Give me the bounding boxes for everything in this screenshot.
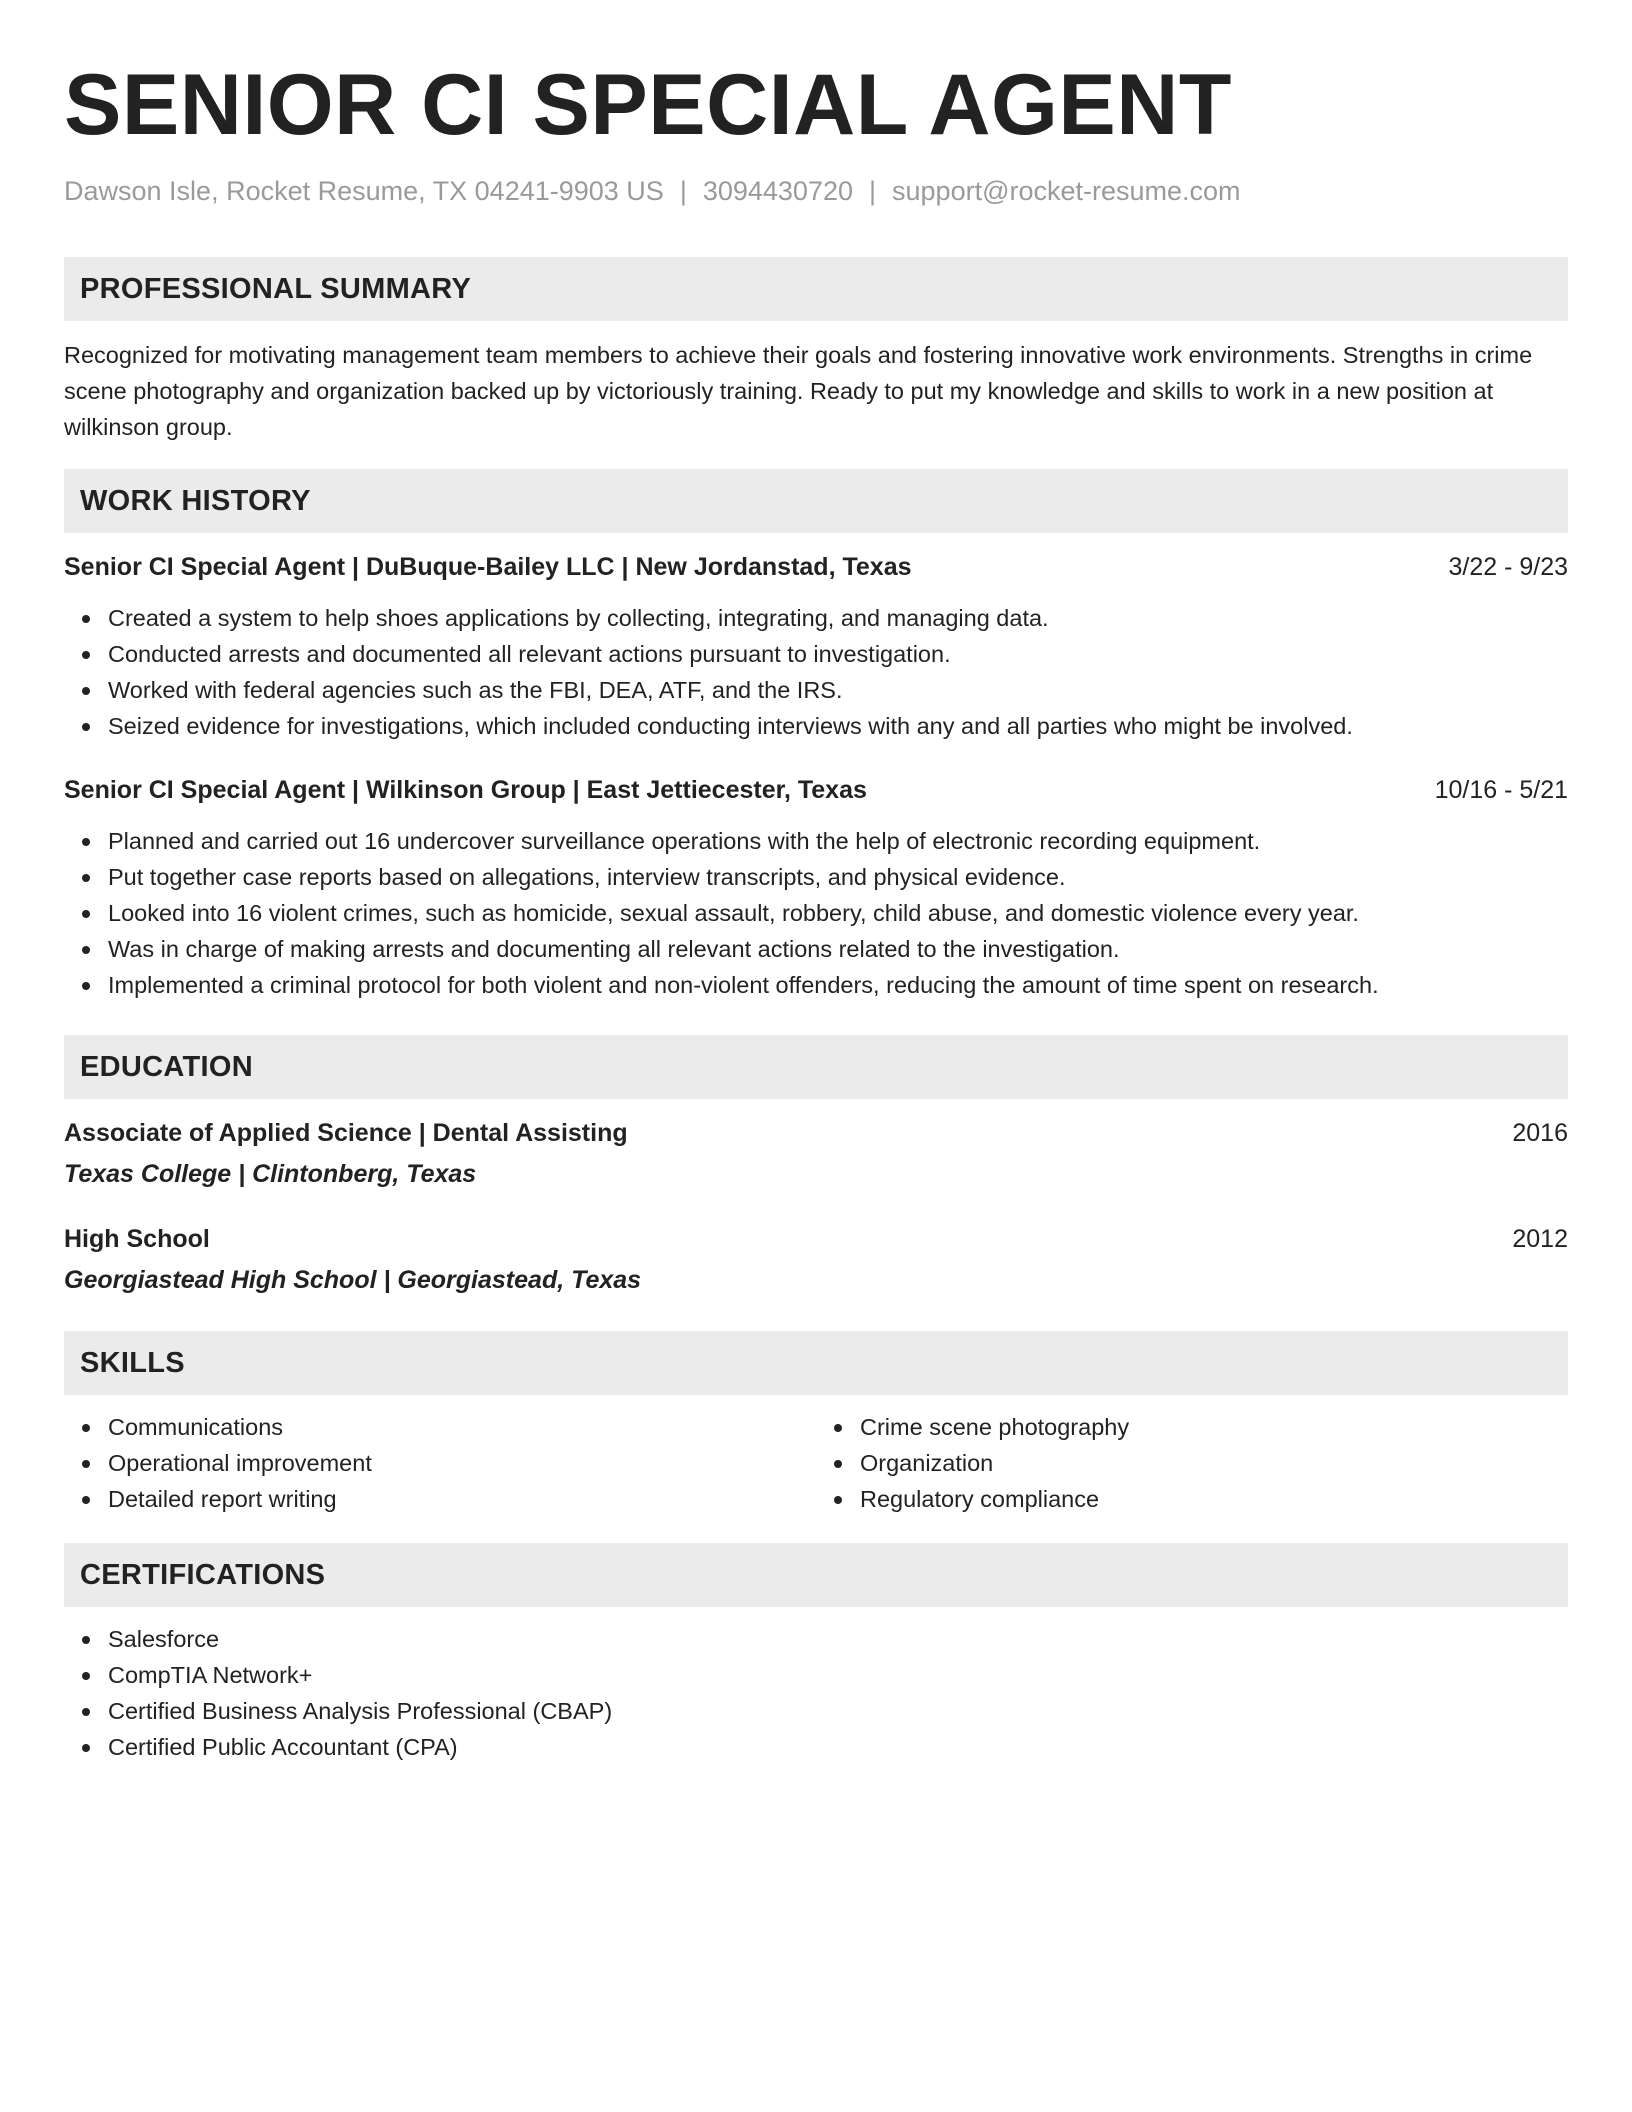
summary-text: Recognized for motivating management team members to achieve their goals and fostering innovative work environments. Strengths in crime scene photography and organization backed up by victoriously training. Ready to put my knowledge and skills to work in a new position at wilkinson group. <box>64 342 1533 440</box>
skill-item: Crime scene photography <box>816 1409 1568 1445</box>
job-header <box>64 553 1568 582</box>
skill-item: Operational improvement <box>64 1445 816 1481</box>
education-year: 2012 <box>1512 1225 1568 1253</box>
job-header <box>64 776 1568 805</box>
contact-line <box>64 176 1568 207</box>
job-bullets <box>64 600 1568 744</box>
skills-heading: SKILLS <box>64 1331 1568 1395</box>
certification-item: Salesforce <box>64 1621 1568 1657</box>
education-school: Texas College | Clintonberg, Texas <box>64 1160 477 1188</box>
job-bullet: Conducted arrests and documented all relevant actions pursuant to investigation. <box>64 636 1568 672</box>
education-entry <box>64 1225 1568 1295</box>
certifications-list <box>64 1621 1568 1765</box>
contact-phone: 3094430720 <box>702 176 853 206</box>
contact-separator: | <box>869 176 877 206</box>
contact-email: support@rocket-resume.com <box>892 176 1241 206</box>
skill-item: Detailed report writing <box>64 1481 816 1517</box>
education-year: 2016 <box>1512 1119 1568 1147</box>
job-bullet: Put together case reports based on allegations, interview transcripts, and physical evidence. <box>64 859 1568 895</box>
certification-item: Certified Business Analysis Professional (CBAP) <box>64 1693 1568 1729</box>
job-bullet: Looked into 16 violent crimes, such as homicide, sexual assault, robbery, child abuse, and domestic violence every year. <box>64 895 1568 931</box>
contact-separator: | <box>679 176 687 206</box>
job-bullets <box>64 823 1568 1003</box>
contact-address: Dawson Isle, Rocket Resume, TX 04241-9903 US <box>64 176 664 206</box>
job-bullet: Was in charge of making arrests and documenting all relevant actions related to the investigation. <box>64 931 1568 967</box>
job-entry <box>64 776 1568 1003</box>
certifications-heading: CERTIFICATIONS <box>64 1543 1568 1607</box>
certification-item: Certified Public Accountant (CPA) <box>64 1729 1568 1765</box>
skill-item: Regulatory compliance <box>816 1481 1568 1517</box>
certification-item: CompTIA Network+ <box>64 1657 1568 1693</box>
job-title: Senior CI Special Agent | DuBuque-Bailey LLC | New Jordanstad, Texas <box>64 553 912 581</box>
job-title: Senior CI Special Agent | Wilkinson Group | East Jettiecester, Texas <box>64 776 867 804</box>
job-bullet: Planned and carried out 16 undercover surveillance operations with the help of electronic recording equipment. <box>64 823 1568 859</box>
job-bullet: Seized evidence for investigations, which included conducting interviews with any and all parties who might be involved. <box>64 708 1568 744</box>
summary-heading: PROFESSIONAL SUMMARY <box>64 257 1568 321</box>
skills-column-right <box>816 1409 1568 1517</box>
education-entry <box>64 1119 1568 1189</box>
education-header <box>64 1119 1568 1148</box>
resume-name: SENIOR CI SPECIAL AGENT <box>64 57 1232 153</box>
job-entry <box>64 553 1568 744</box>
job-bullet: Created a system to help shoes applications by collecting, integrating, and managing data. <box>64 600 1568 636</box>
job-bullet: Implemented a criminal protocol for both violent and non-violent offenders, reducing the amount of time spent on research. <box>64 967 1568 1003</box>
job-bullet: Worked with federal agencies such as the FBI, DEA, ATF, and the IRS. <box>64 672 1568 708</box>
job-dates: 10/16 - 5/21 <box>1434 776 1568 804</box>
skills-list <box>64 1409 1568 1517</box>
skills-column-left <box>64 1409 816 1517</box>
skill-item: Organization <box>816 1445 1568 1481</box>
education-header <box>64 1225 1568 1254</box>
education-heading: EDUCATION <box>64 1035 1568 1099</box>
education-school: Georgiastead High School | Georgiastead, Texas <box>64 1266 642 1294</box>
work-history-heading: WORK HISTORY <box>64 469 1568 533</box>
education-degree: High School <box>64 1225 210 1253</box>
skill-item: Communications <box>64 1409 816 1445</box>
job-dates: 3/22 - 9/23 <box>1448 553 1568 581</box>
education-degree: Associate of Applied Science | Dental Assisting <box>64 1119 628 1147</box>
